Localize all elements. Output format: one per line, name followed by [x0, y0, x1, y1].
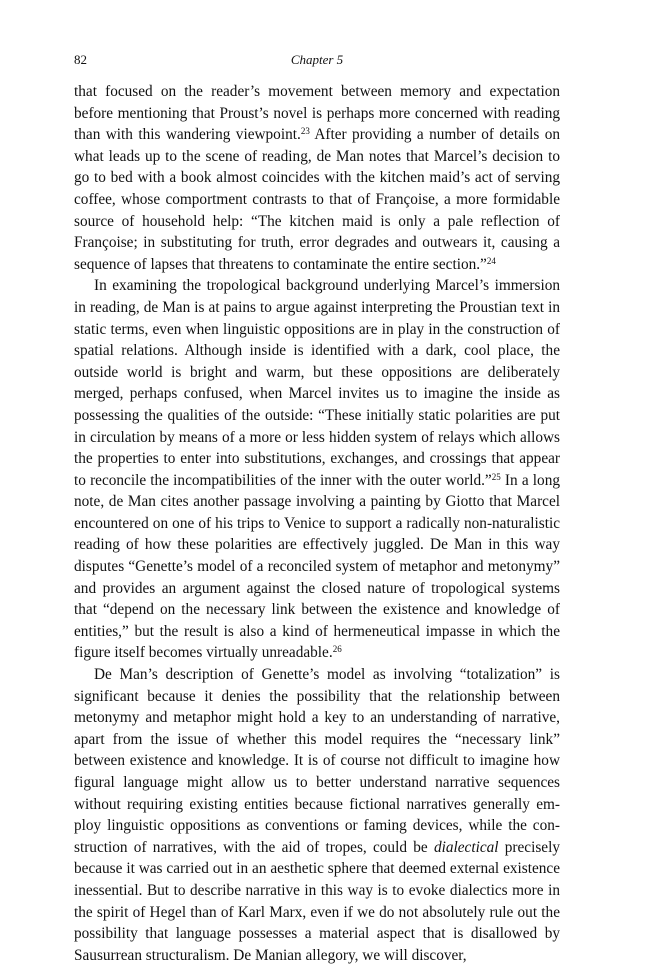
paragraph-text: that focused on the reader’s movement between memory and expectation before mentioning that Proust’s novel is perhaps more concerned with reading than with this wandering viewpoint. — [74, 83, 560, 144]
footnote-ref: 23 — [300, 126, 310, 137]
paragraph — [74, 664, 560, 966]
paragraph-text: De Man’s description of Genette’s model as involving “totalization” is significant because it denies the possibility that the relationship between metonymy and metaphor might hold a key to an understanding of narrative, apart from the issue of whether this model requires the “necessary link” between existence and knowledge. It is of course not difficult to imagine how figural language might allow us to better understand narrative sequences without requiring existing entities because fictional narratives generally employ linguistic oppositions as conventions or faming devices, while the construction of narratives, with the aid of tropes, could be — [74, 666, 560, 856]
footnote-ref: 25 — [491, 471, 501, 482]
footnote-ref: 26 — [332, 644, 342, 655]
paragraph-text: precisely because it was carried out in an aesthetic sphere that deemed external existence inessential. But to describe narrative in this way is to evoke dialectics more in the spirit of Hegel than of Karl Marx, even if we do not absolutely rule out the possibility that language possesses a material aspect that is disallowed by Sausurrean structuralism. De Manian allegory, we will discover, — [74, 838, 560, 964]
paragraph — [74, 275, 560, 664]
paragraph-text: After providing a number of details on what leads up to the scene of reading, de Man notes that Marcel’s decision to go to bed with a book almost coincides with the kitchen maid’s act of serving coffee, whose comportment contrasts to that of Françoise, a more formidable source of household help: “The kitchen maid is only a pale reflection of Françoise; in substituting for truth, error degrades and outwears it, causing a sequence of lapses that threatens to contaminate the entire section.” — [74, 126, 561, 273]
paragraph — [74, 81, 560, 275]
chapter-title: Chapter 5 — [290, 52, 344, 67]
paragraph-text: In a long note, de Man cites another passage involving a painting by Giotto that Marcel encountered on one of his trips to Venice to support a radically non-naturalistic reading of how these polarities are effectively juggled. De Man in this way disputes “Genette’s model of a reconciled system of metaphor and metonymy” and provides an argument against the closed nature of tropological systems that “depend on the necessary link between the existence and knowledge of entities,” but the result is also a kind of hermeneutical impasse in which the figure itself becomes virtually unreadable. — [74, 471, 561, 662]
body-text — [74, 81, 560, 966]
paragraph-text: In examining the tropological background underlying Marcel’s immersion in reading, de Man is at pains to argue against interpreting the Proustian text in static terms, even when linguistic oppositions are in play in the construction of spatial relations. Although inside is identified with a dark, cool place, the outside world is bright and warm, but these oppositions are deliberately merged, perhaps confused, when Marcel invites us to imagine the inside as possessing the qualities of the outside: “These initially static polarities are put in circulation by means of a more or less hidden system of relays which allows the properties to enter into substitutions, exchanges, and crossings that appear to reconcile the incompatibilities of the inner with the outer world.” — [74, 277, 560, 489]
footnote-ref: 24 — [486, 255, 496, 266]
emphasis-text: dialectical — [433, 838, 499, 856]
page-number: 82 — [74, 52, 87, 67]
